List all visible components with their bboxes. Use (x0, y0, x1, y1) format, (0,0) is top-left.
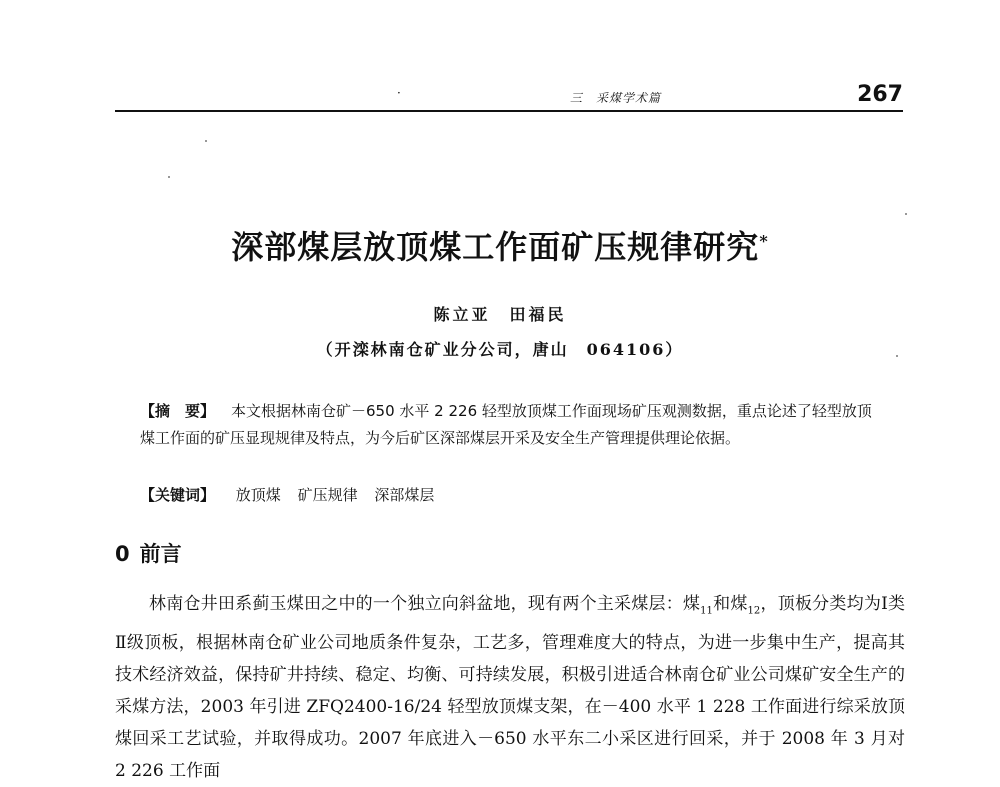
keywords-label: 【关键词】 (140, 486, 216, 504)
seam-subscript: 11 (700, 605, 713, 617)
keywords (140, 482, 878, 509)
running-header (115, 84, 903, 112)
article-authors: 陈立亚 田福民 (433, 305, 567, 324)
title-footnote-mark: * (759, 231, 769, 251)
article-affiliation: （开滦林南仓矿业分公司，唐山 064106） (316, 340, 684, 359)
keyword-item: 深部煤层 (374, 486, 435, 504)
keyword-item: 放顶煤 (235, 486, 281, 504)
scan-speck (896, 355, 898, 357)
body-paragraph (115, 588, 905, 787)
body-text: 和煤 (712, 594, 748, 614)
scan-speck (905, 213, 907, 215)
scan-speck (168, 176, 170, 178)
seam-subscript: 12 (747, 605, 761, 617)
section-heading (115, 538, 182, 568)
abstract-label: 【摘 要】 (140, 402, 216, 420)
header-dot: · (397, 86, 401, 100)
abstract (140, 398, 878, 452)
header-section-title: 三 采煤学术篇 (570, 91, 662, 105)
section-title: 前言 (139, 542, 182, 566)
body-text: ，顶板分类均为Ⅰ类Ⅱ级顶板，根据林南仓矿业公司地质条件复杂，工艺多，管理难度大的特点，为进一步集中生产，提高其技术经济效益，保持矿井持续、稳定、均衡、可持续发展，积极引进适合林南仓矿业公司煤矿安全生产的采煤方法，2003 年引进 ZFQ2400-16/24 轻型放顶煤支架，在－400 水平 1 228 工作面进行综采放顶煤回采工艺试验，并取得成功。2007 年底进入－650 水平东二小采区进行回采，并于 2008 年 3 月对 2 226 工作面 (115, 594, 906, 782)
abstract-text: 本文根据林南仓矿－650 水平 2 226 轻型放顶煤工作面现场矿压观测数据，重点论述了轻型放顶煤工作面的矿压显现规律及特点，为今后矿区深部煤层开采及安全生产管理提供理论依据。 (140, 402, 872, 447)
scan-speck (205, 140, 207, 142)
section-number: 0 (115, 542, 130, 566)
page-number: 267 (857, 82, 903, 107)
article-title (0, 222, 1000, 268)
article-title-text: 深部煤层放顶煤工作面矿压规律研究 (231, 228, 760, 266)
keyword-item: 矿压规律 (297, 486, 358, 504)
body-text: 林南仓井田系蓟玉煤田之中的一个独立向斜盆地，现有两个主采煤层：煤 (149, 594, 701, 614)
